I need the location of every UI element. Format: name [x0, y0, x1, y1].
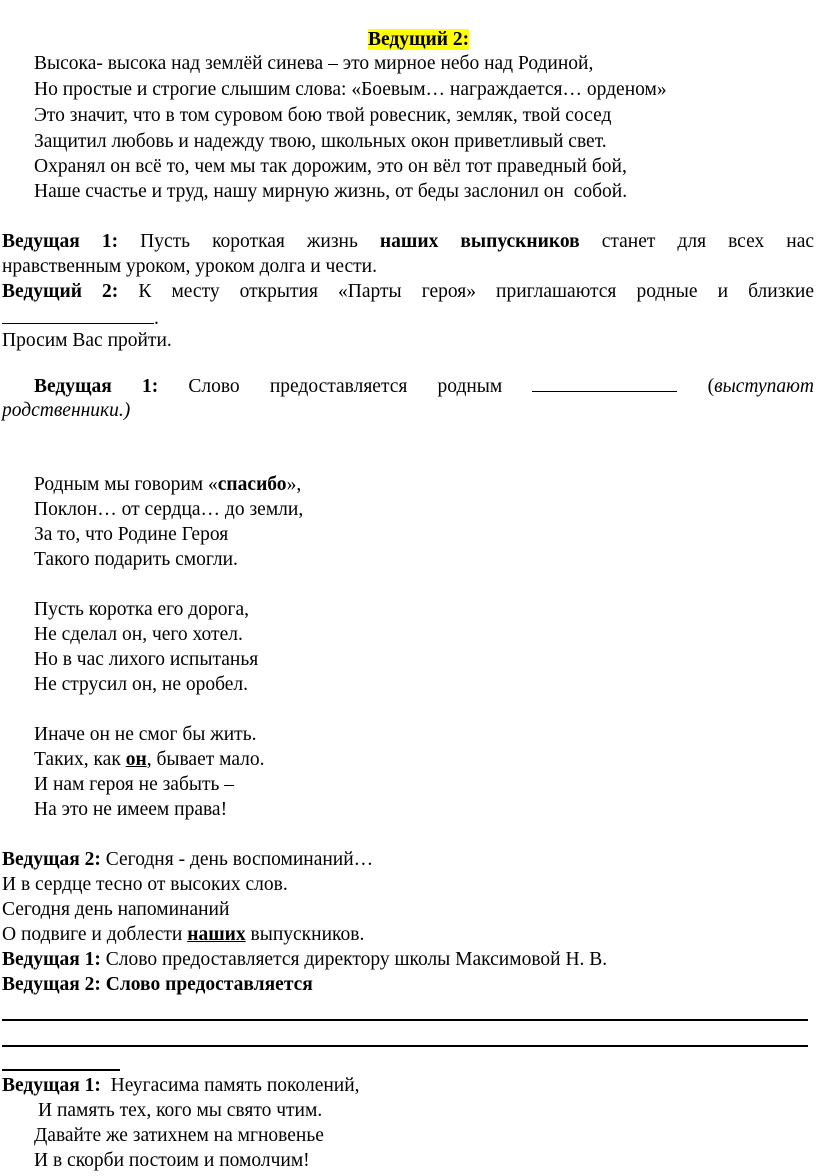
paragraph-line: нравственным уроком, уроком долга и чести.: [2, 256, 377, 277]
speaker-label: Ведущая 1:: [2, 231, 119, 252]
poem-line: Пусть коротка его дорога,: [34, 599, 249, 620]
paragraph-line: [2, 973, 313, 997]
speaker-label: Ведущая 1:: [2, 949, 101, 970]
speaker-label: Ведущая 1:: [2, 1075, 101, 1096]
fill-in-blank: [2, 305, 154, 324]
paragraph-line: Ведущая 1: Слово предоставляется родным (выступают: [34, 373, 814, 399]
poem-line: Поклон… от сердца… до земли,: [34, 499, 304, 520]
emphasis-text: спасибо: [217, 474, 287, 495]
paragraph-line: Сегодня день напоминаний: [2, 899, 230, 920]
paragraph-line: Ведущая 1: Слово предоставляется директору школы Максимовой Н. В.: [2, 949, 608, 970]
paragraph-line: О подвиге и доблести наших выпускников.: [2, 924, 365, 945]
poem-line: Но в час лихого испытанья: [34, 649, 259, 670]
speaker-label: Ведущий 2:: [368, 29, 470, 50]
speaker-heading: [368, 28, 469, 52]
fill-in-line: [2, 1019, 808, 1021]
verse-line: Охранял он всё то, чем мы так дорожим, это он вёл тот праведный бой,: [34, 156, 627, 177]
poem-line: Иначе он не смог бы жить.: [34, 724, 257, 745]
paragraph-line: [2, 399, 130, 423]
poem-line: Родным мы говорим «спасибо»,: [34, 474, 302, 495]
poem-line: Такого подарить смогли.: [34, 549, 238, 570]
paragraph-line: Просим Вас пройти.: [2, 330, 172, 351]
emphasis-text: он: [125, 749, 147, 770]
fill-in-blank: [532, 373, 677, 392]
fill-in-line: [2, 1045, 808, 1047]
poem-line: Не сделал он, чего хотел.: [34, 624, 243, 645]
poem-line: И память тех, кого мы свято чтим.: [38, 1100, 323, 1121]
speaker-label: Ведущая 2: Слово предоставляется: [2, 974, 313, 995]
paragraph-line: И в сердце тесно от высоких слов.: [2, 874, 288, 895]
poem-line: И нам героя не забыть –: [34, 774, 235, 795]
poem-line: Таких, как он, бывает мало.: [34, 749, 265, 770]
verse-line: Но простые и строгие слышим слова: «Боевым… награждается… орденом»: [34, 79, 667, 100]
blank-line: .: [2, 305, 159, 331]
verse-line: Защитил любовь и надежду твою, школьных окон приветливый свет.: [34, 131, 607, 152]
verse-line: Наше счастье и труд, нашу мирную жизнь, от беды заслонил он собой.: [34, 181, 628, 202]
emphasis-text: наших выпускников: [379, 231, 580, 252]
stage-direction: выступают: [714, 376, 815, 397]
paragraph-line: Ведущая 1: Пусть короткая жизнь наших выпускников станет для всех нас: [2, 231, 815, 252]
paragraph-line: Ведущая 1: Неугасима память поколений,: [2, 1075, 360, 1096]
poem-line: Давайте же затихнем на мгновенье: [34, 1125, 324, 1146]
verse-line: Это значит, что в том суровом бою твой ровесник, земляк, твой сосед: [34, 105, 612, 126]
verse-line: Высока- высока над землёй синева – это мирное небо над Родиной,: [34, 53, 594, 74]
paragraph-line: Ведущий 2: К месту открытия «Парты героя» приглашаются родные и близкие: [2, 281, 814, 302]
poem-line: На это не имеем права!: [34, 799, 228, 820]
paragraph-line: Ведущая 2: Сегодня - день воспоминаний…: [2, 849, 374, 870]
poem-line: За то, что Родине Героя: [34, 524, 229, 545]
poem-line: Не струсил он, не оробел.: [34, 674, 249, 695]
poem-line: И в скорби постоим и помолчим!: [34, 1150, 310, 1171]
speaker-label: Ведущая 2:: [2, 849, 101, 870]
speaker-label: Ведущая 1:: [34, 376, 159, 397]
stage-direction: родственники.): [2, 400, 131, 421]
speaker-label: Ведущий 2:: [2, 281, 119, 302]
fill-in-line: [2, 1069, 120, 1071]
emphasis-text: наших: [187, 924, 246, 945]
